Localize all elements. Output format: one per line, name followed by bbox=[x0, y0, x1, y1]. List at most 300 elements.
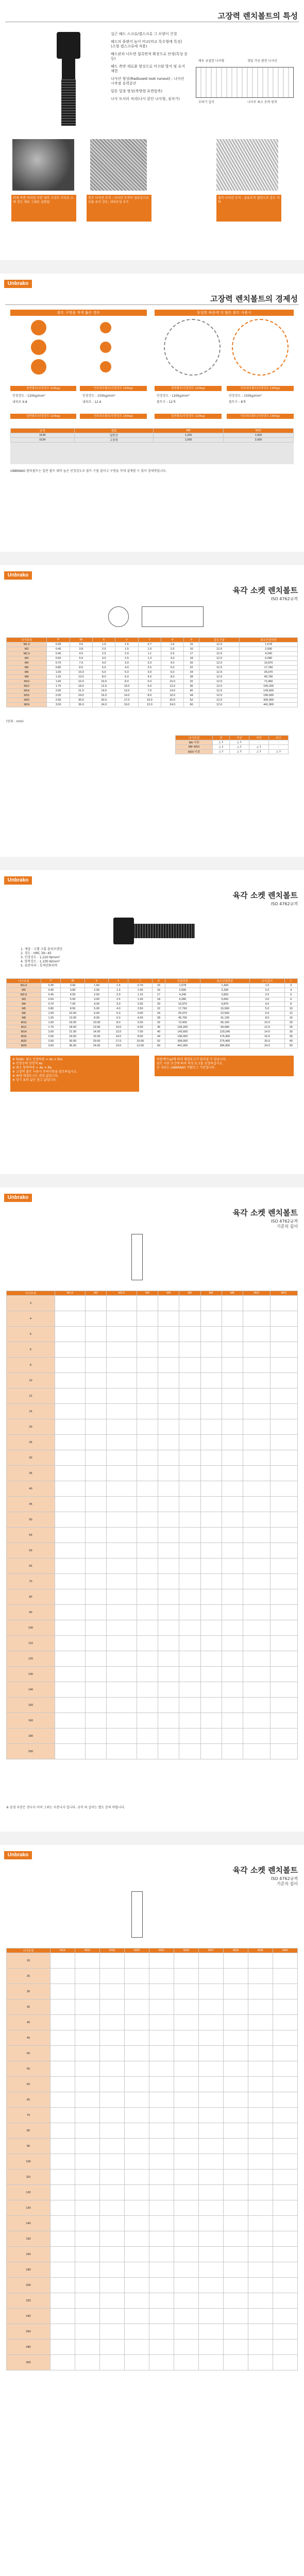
table-cell bbox=[124, 2030, 149, 2046]
section-separator bbox=[0, 260, 304, 274]
table-cell: △ 1 bbox=[213, 740, 230, 745]
table-cell bbox=[273, 2247, 297, 2262]
table-cell bbox=[179, 1466, 200, 1481]
length-label: 80 bbox=[7, 2123, 50, 2139]
section-separator bbox=[0, 1832, 304, 1845]
table-cell bbox=[248, 2046, 273, 2061]
table-cell bbox=[248, 2015, 273, 2030]
table-cell bbox=[270, 1466, 297, 1481]
table-cell bbox=[50, 2216, 75, 2231]
table-cell: 3.8 bbox=[70, 647, 92, 652]
table-cell bbox=[158, 1481, 179, 1497]
table-cell: 5.0 bbox=[161, 666, 183, 670]
table-cell bbox=[50, 2262, 75, 2278]
table-cell: 16 bbox=[152, 988, 165, 993]
table-cell: 24.0 bbox=[250, 1044, 284, 1048]
table-cell: 0.45 bbox=[47, 652, 70, 656]
table-cell: 3.0 bbox=[70, 642, 92, 647]
table-header: 나사호칭 bbox=[7, 1291, 55, 1296]
table-cell bbox=[243, 1450, 270, 1466]
table-cell bbox=[174, 2077, 198, 2092]
table-cell: 17.0 bbox=[115, 698, 138, 703]
table-cell: 105,200 bbox=[165, 1025, 200, 1030]
table-cell bbox=[99, 2340, 124, 2355]
table-cell bbox=[198, 2046, 223, 2061]
table-cell bbox=[149, 2324, 174, 2340]
table-cell bbox=[223, 2061, 248, 2077]
table-cell bbox=[270, 1605, 297, 1620]
table-cell bbox=[149, 2355, 174, 2370]
table-cell bbox=[55, 1651, 85, 1667]
table-cell bbox=[248, 2185, 273, 2200]
table-cell: 1.00 bbox=[128, 988, 153, 993]
table-cell: 0.70 bbox=[128, 984, 153, 988]
table-cell: 306,000 bbox=[240, 698, 298, 703]
table-cell: 1.5 bbox=[109, 988, 128, 993]
table-cell bbox=[174, 2015, 198, 2030]
table-cell: 7.0 bbox=[138, 689, 161, 693]
table-cell bbox=[222, 1713, 243, 1728]
table-cell: 0.70 bbox=[41, 1002, 61, 1007]
table-cell bbox=[198, 2139, 223, 2154]
table-row bbox=[7, 1984, 298, 1999]
table-cell bbox=[158, 1342, 179, 1358]
table-cell bbox=[149, 2293, 174, 2309]
table-cell bbox=[198, 1953, 223, 1969]
table-cell: 10 bbox=[284, 1007, 297, 1011]
table-cell bbox=[158, 1605, 179, 1620]
table-cell bbox=[137, 1327, 158, 1342]
table-cell bbox=[243, 1311, 270, 1327]
table-cell: 0.40 bbox=[41, 988, 61, 993]
table-cell: 41,130 bbox=[200, 1016, 250, 1021]
table-cell bbox=[149, 1953, 174, 1969]
table-row bbox=[7, 656, 298, 661]
table-header: b bbox=[184, 638, 199, 642]
unbrako-logo: Unbrako bbox=[4, 876, 32, 885]
length-label: 300 bbox=[7, 2355, 50, 2370]
table-cell bbox=[270, 1543, 297, 1558]
table-cell bbox=[107, 1296, 137, 1311]
table-cell bbox=[149, 1984, 174, 1999]
table-cell bbox=[198, 1969, 223, 1984]
table-row bbox=[7, 1025, 298, 1030]
table-cell bbox=[248, 2154, 273, 2170]
table-cell bbox=[248, 2355, 273, 2370]
table-cell bbox=[85, 1543, 106, 1558]
table-cell: 40 bbox=[184, 689, 199, 693]
table-cell: 12 bbox=[284, 1011, 297, 1016]
table-cell bbox=[243, 1388, 270, 1404]
table-cell bbox=[200, 1636, 222, 1651]
footnote-box-left: ※ Ts(N): 최소 인장하중 = As × Rm ※ 인장응력 단면적 As ※ 최소 항복하중 = As × Re ※ 고장력 볼트 사용시 주의사항을 참조하십시오. ※ 최대 체결토크는 권장 값입니다. ※ 상기 표의 값은 참고 값입니다. bbox=[10, 1056, 139, 1092]
length-label: 280 bbox=[7, 2340, 50, 2355]
table-header: M27 bbox=[198, 1948, 223, 1953]
table-cell bbox=[85, 1466, 106, 1481]
spec-text: 인장강도 : 120kg/mm² bbox=[157, 394, 190, 398]
table-cell bbox=[137, 1358, 158, 1373]
bolt-hole-diagram-small bbox=[88, 320, 124, 382]
rolled-thread-image bbox=[90, 139, 147, 191]
length-table bbox=[6, 1948, 298, 2370]
section-title: 육각 소켓 렌치볼트 bbox=[232, 1208, 298, 1217]
table-cell: 1.6 bbox=[161, 642, 183, 647]
table-cell: 1.10 bbox=[128, 993, 153, 997]
table-cell bbox=[248, 1969, 273, 1984]
table-cell bbox=[223, 2170, 248, 2185]
label-general-bolt: 일반볼트(인장강도 120kg) bbox=[155, 414, 222, 419]
table-cell bbox=[174, 1953, 198, 1969]
table-cell: 28 bbox=[152, 1016, 165, 1021]
table-cell: 275,400 bbox=[200, 1039, 250, 1044]
table-cell bbox=[243, 1651, 270, 1667]
table-cell: 12.9 bbox=[199, 703, 239, 707]
table-cell: 36 bbox=[184, 684, 199, 689]
table-cell: 19.0 bbox=[115, 703, 138, 707]
table-cell bbox=[124, 2061, 149, 2077]
table-cell: 2.50 bbox=[128, 1007, 153, 1011]
table-cell: 6.00 bbox=[128, 1025, 153, 1030]
table-cell bbox=[50, 2154, 75, 2170]
table-cell: 21.0 bbox=[70, 689, 92, 693]
table-cell bbox=[200, 1373, 222, 1388]
table-cell: 2.00 bbox=[47, 689, 70, 693]
table-cell bbox=[222, 1620, 243, 1636]
table-cell: M2.5 bbox=[7, 652, 47, 656]
table-row bbox=[7, 661, 298, 666]
table-cell: 52 bbox=[184, 698, 199, 703]
table-cell bbox=[174, 2216, 198, 2231]
table-cell: 0.7 bbox=[138, 642, 161, 647]
table-cell bbox=[107, 1728, 137, 1744]
table-cell bbox=[198, 2309, 223, 2324]
table-cell bbox=[75, 2139, 99, 2154]
table-cell: 3.00 bbox=[41, 1044, 61, 1048]
table-cell: 25,070 bbox=[165, 1011, 200, 1016]
table-cell: 20 bbox=[152, 1002, 165, 1007]
table-cell bbox=[75, 2340, 99, 2355]
table-cell bbox=[124, 2309, 149, 2324]
table-cell bbox=[107, 1744, 137, 1759]
table-cell bbox=[99, 2355, 124, 2370]
table-row bbox=[7, 670, 298, 675]
table-cell: 22 bbox=[184, 666, 199, 670]
table-cell bbox=[243, 1419, 270, 1435]
table-cell: 28 bbox=[184, 675, 199, 680]
table-cell: 1.00 bbox=[47, 670, 70, 675]
table-header: 가공 bbox=[229, 736, 249, 740]
section-subtitle-2: 기준치 길이 bbox=[276, 1882, 298, 1886]
table-cell bbox=[223, 2200, 248, 2216]
table-cell: 72,400 bbox=[240, 680, 298, 684]
table-row bbox=[7, 1713, 298, 1728]
table-cell: 10,970 bbox=[165, 1002, 200, 1007]
table-cell bbox=[50, 2309, 75, 2324]
table-cell bbox=[149, 1969, 174, 1984]
table-cell bbox=[200, 1728, 222, 1744]
table-row bbox=[7, 2247, 298, 2262]
table-body bbox=[7, 1948, 298, 2370]
bolt-head-photo bbox=[113, 918, 134, 944]
length-label: 55 bbox=[7, 1528, 55, 1543]
table-cell bbox=[75, 1953, 99, 1969]
table-header: 최소인장하중 bbox=[240, 638, 298, 642]
length-label: 60 bbox=[7, 1543, 55, 1558]
table-cell bbox=[243, 1713, 270, 1728]
table-cell bbox=[273, 2108, 297, 2123]
length-label: 70 bbox=[7, 2108, 50, 2123]
table-cell bbox=[174, 2278, 198, 2293]
table-cell bbox=[179, 1558, 200, 1574]
table-cell bbox=[137, 1528, 158, 1543]
table-row bbox=[7, 1296, 298, 1311]
table-cell bbox=[248, 2278, 273, 2293]
table-cell bbox=[270, 1512, 297, 1528]
table-cell bbox=[50, 2046, 75, 2061]
bolt-side-view bbox=[131, 1234, 143, 1280]
length-label: 100 bbox=[7, 2154, 50, 2170]
table-cell bbox=[158, 1450, 179, 1466]
table-cell: 12.9 bbox=[199, 666, 239, 670]
table-cell: 2.50 bbox=[85, 993, 109, 997]
table-cell bbox=[223, 2355, 248, 2370]
table-cell bbox=[85, 1667, 106, 1682]
table-cell bbox=[223, 1984, 248, 1999]
table-cell bbox=[158, 1651, 179, 1667]
table-cell bbox=[200, 1543, 222, 1558]
table-cell bbox=[179, 1589, 200, 1605]
table-cell bbox=[137, 1404, 158, 1419]
table-cell bbox=[200, 1667, 222, 1682]
spec-text: 내피로 : 12.6 bbox=[82, 400, 102, 404]
table-cell: 13.0 bbox=[70, 675, 92, 680]
table-cell bbox=[270, 1404, 297, 1419]
table-cell bbox=[223, 2278, 248, 2293]
table-cell bbox=[75, 1984, 99, 1999]
table-cell: 0.45 bbox=[41, 993, 61, 997]
length-label: 45 bbox=[7, 1497, 55, 1512]
table-row bbox=[7, 2108, 298, 2123]
table-cell bbox=[198, 2170, 223, 2185]
table-cell: 0.70 bbox=[47, 661, 70, 666]
table-cell bbox=[198, 2355, 223, 2370]
section-title: 고장력 렌치볼트의 경제성 bbox=[210, 294, 298, 303]
table-row bbox=[176, 750, 289, 754]
bullet-item: 헤드의 플랜지 높이 비교(비교 특수형태 특징) bbox=[111, 40, 182, 44]
table-cell bbox=[243, 1636, 270, 1651]
table-cell bbox=[270, 1327, 297, 1342]
table-cell: 1.60 bbox=[85, 984, 109, 988]
table-cell: 1.50 bbox=[47, 680, 70, 684]
length-label: 260 bbox=[7, 2324, 50, 2340]
table-row bbox=[7, 1999, 298, 2015]
table-cell bbox=[243, 1481, 270, 1497]
table-cell bbox=[99, 2154, 124, 2170]
table-cell bbox=[107, 1512, 137, 1528]
table-cell bbox=[179, 1296, 200, 1311]
table-cell bbox=[198, 2231, 223, 2247]
table-cell bbox=[243, 1543, 270, 1558]
table-cell: 7.00 bbox=[128, 1030, 153, 1035]
table-cell bbox=[200, 1388, 222, 1404]
table-cell: 12.0 bbox=[109, 1030, 128, 1035]
table-header: d bbox=[161, 638, 183, 642]
bolt-hole-diagram bbox=[21, 320, 57, 382]
table-cell bbox=[137, 1450, 158, 1466]
table-cell: 5.00 bbox=[128, 1021, 153, 1025]
length-label: 40 bbox=[7, 1481, 55, 1497]
table-row bbox=[7, 2324, 298, 2340]
table-cell bbox=[273, 2340, 297, 2355]
table-cell bbox=[198, 2123, 223, 2139]
table-header: 나사호칭 bbox=[7, 979, 41, 984]
table-cell: 10.00 bbox=[128, 1039, 153, 1044]
table-cell: 4.00 bbox=[85, 1002, 109, 1007]
table-cell bbox=[124, 2108, 149, 2123]
table-cell bbox=[137, 1512, 158, 1528]
length-label: 25 bbox=[7, 1435, 55, 1450]
length-label: 8 bbox=[7, 1358, 55, 1373]
table-cell bbox=[75, 2231, 99, 2247]
table-cell bbox=[85, 1636, 106, 1651]
table-cell: 16.00 bbox=[61, 1021, 85, 1025]
table-cell: M24 bbox=[7, 1044, 41, 1048]
table-row bbox=[7, 2262, 298, 2278]
table-cell bbox=[85, 1589, 106, 1605]
info-box-mid: 전조 나사산 조직 : 나사산 조직이 섬유상으로 흐름 유지 강도, 내피로성 우수 bbox=[87, 195, 151, 222]
table-cell bbox=[222, 1512, 243, 1528]
table-cell bbox=[179, 1744, 200, 1759]
table-cell bbox=[75, 2030, 99, 2046]
table-cell bbox=[55, 1466, 85, 1481]
table-row bbox=[7, 1021, 298, 1025]
table-cell: 4.0 bbox=[115, 666, 138, 670]
table-cell bbox=[200, 1528, 222, 1543]
table-cell bbox=[107, 1667, 137, 1682]
table-cell: 1.5 bbox=[115, 647, 138, 652]
table-cell bbox=[75, 2108, 99, 2123]
info-box-right: 절삭 나사산 조직 : 섬유조직 절단으로 강도 저하 bbox=[216, 195, 281, 222]
section-subtitle: ISO 4762규격 bbox=[271, 1876, 298, 1881]
length-label: 200 bbox=[7, 2278, 50, 2293]
table-cell: 6.0 bbox=[250, 1011, 284, 1016]
table-cell bbox=[137, 1558, 158, 1574]
table-cell: 12.9 bbox=[199, 647, 239, 652]
table-cell bbox=[75, 2170, 99, 2185]
table-cell bbox=[222, 1558, 243, 1574]
table-cell bbox=[222, 1481, 243, 1497]
label-unbrako-bolt: 언브라코볼트(인장강도 150kg) bbox=[80, 386, 147, 391]
table-cell bbox=[273, 2061, 297, 2077]
table-cell bbox=[174, 2200, 198, 2216]
table-cell: 0.50 bbox=[47, 656, 70, 661]
table-cell: M8 bbox=[7, 675, 47, 680]
table-cell: △ 1 bbox=[213, 745, 230, 750]
table-cell bbox=[85, 1497, 106, 1512]
table-cell bbox=[158, 1667, 179, 1682]
length-table bbox=[6, 1291, 298, 1759]
column-header-right: 동일한 하중에 더 많은 볼트 사용시 bbox=[155, 310, 294, 316]
table-cell: 12.9 bbox=[199, 642, 239, 647]
unbrako-logo: Unbrako bbox=[4, 280, 32, 288]
table-cell bbox=[137, 1728, 158, 1744]
table-cell bbox=[248, 2216, 273, 2231]
table-cell bbox=[179, 1713, 200, 1728]
length-label: 180 bbox=[7, 1728, 55, 1744]
table-cell bbox=[222, 1528, 243, 1543]
table-cell: 24 bbox=[152, 1011, 165, 1016]
table-cell: M20 bbox=[7, 1039, 41, 1044]
table-cell: 2.5 bbox=[161, 652, 183, 656]
spec-text: 인장강도 : 150kg/mm² bbox=[82, 394, 115, 398]
table-cell bbox=[124, 2200, 149, 2216]
table-cell: 1,420 bbox=[200, 984, 250, 988]
table-cell bbox=[50, 2092, 75, 2108]
table-cell bbox=[75, 1999, 99, 2015]
table-row bbox=[7, 1311, 298, 1327]
table-cell: 24.00 bbox=[61, 1035, 85, 1039]
table-cell bbox=[158, 1512, 179, 1528]
table-header: t bbox=[138, 638, 161, 642]
table-cell: 6,280 bbox=[165, 997, 200, 1002]
label-general-bolt: 일반볼트(인장강도 120kg) bbox=[10, 386, 76, 391]
table-cell: 4.50 bbox=[61, 993, 85, 997]
label-general-bolt: 일반볼트(인장강도 120kg) bbox=[155, 386, 222, 391]
table-row bbox=[7, 1011, 298, 1016]
table-row bbox=[7, 1667, 298, 1682]
table-cell bbox=[55, 1605, 85, 1620]
section-economy bbox=[0, 274, 304, 552]
table-cell: 14.0 bbox=[115, 693, 138, 698]
table-cell bbox=[85, 1558, 106, 1574]
length-label: 20 bbox=[7, 1953, 50, 1969]
table-cell bbox=[270, 1728, 297, 1744]
table-cell bbox=[55, 1481, 85, 1497]
table-cell: 2.00 bbox=[41, 1030, 61, 1035]
table-row bbox=[7, 1589, 298, 1605]
table-cell bbox=[222, 1744, 243, 1759]
table-cell: 40 bbox=[152, 1030, 165, 1035]
table-cell bbox=[273, 2123, 297, 2139]
table-row bbox=[7, 1327, 298, 1342]
table-cell: 13.00 bbox=[61, 1016, 85, 1021]
table-cell: 3.00 bbox=[85, 997, 109, 1002]
table-cell: 36 bbox=[152, 1025, 165, 1030]
table-header: M16 bbox=[75, 1948, 99, 1953]
table-row bbox=[7, 1039, 298, 1044]
length-label: 40 bbox=[7, 2015, 50, 2030]
table-row bbox=[7, 2077, 298, 2092]
table-row bbox=[7, 1969, 298, 1984]
table-cell bbox=[137, 1373, 158, 1388]
table-header-row bbox=[7, 1948, 298, 1953]
table-row bbox=[7, 1528, 298, 1543]
table-cell: 2,590 bbox=[165, 988, 200, 993]
table-header: M12 bbox=[270, 1291, 297, 1296]
table-cell bbox=[50, 2355, 75, 2370]
table-cell bbox=[174, 2030, 198, 2046]
table-cell bbox=[243, 1373, 270, 1388]
table-cell bbox=[270, 1651, 297, 1667]
table-cell: M2.5 bbox=[7, 993, 41, 997]
table-cell: 3.00 bbox=[128, 1011, 153, 1016]
table-header: k bbox=[93, 638, 115, 642]
table-cell: 24.0 bbox=[161, 703, 183, 707]
table-header: t bbox=[128, 979, 153, 984]
table-row bbox=[7, 1007, 298, 1011]
table-cell: 14.0 bbox=[161, 689, 183, 693]
section-title: 육각 소켓 렌치볼트 bbox=[232, 1866, 298, 1875]
